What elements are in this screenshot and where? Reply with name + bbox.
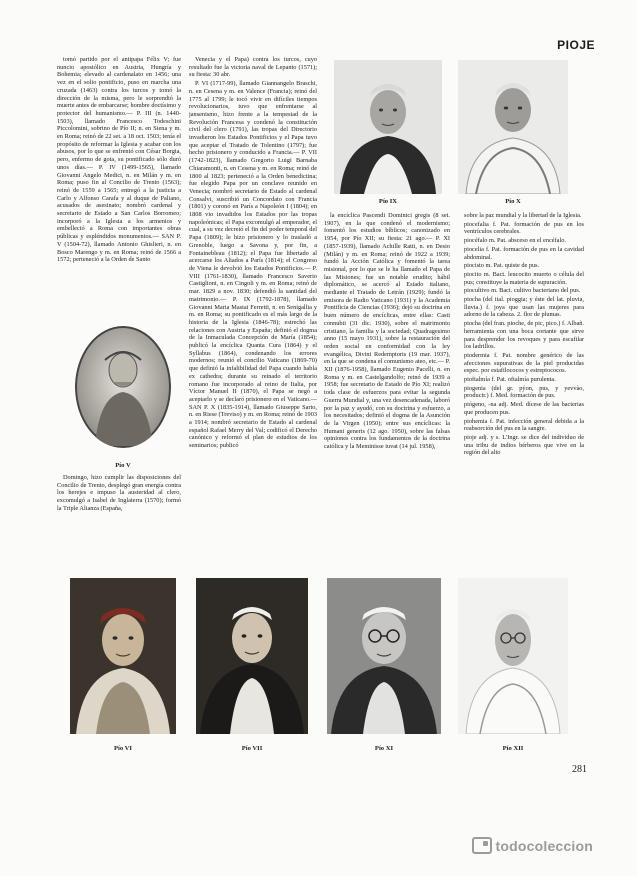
engraving-illustration: [75, 326, 171, 448]
paragraph: tomó partido por el antipapa Félix V; fue nuncio apostólico en Austria, Hungría y Bohemia; elevado al cardenalato en 1456; una vez en el solio pontificio, puso en marcha una cruzada (1463) contra los turcos y tomó la dirección de la misma, pero le sorprendió la muerte antes de embarcarse; hombre doctísimo y protector del humanismo.— P. III (n. 1440-1503), llamado Francesco Todeschini Piccolomini, sobrino de Pío II; n. en Siena y m. en Roma; reinó de 22 set. a 18 oct. 1503; tenía el propósito de reformar la Iglesia y acabar con los abusos, por lo que se enfrentó con César Borgia, pero, enfermo de gota, su pontificado sólo duró unos días.— P. IV (1499-1565), llamado Giovanni Angelo Medici, n. en Milán y m. en Roma; puso fin al Concilio de Trento (1563); reinó de 1559 a 1565; entregó a la justicia a Carlo y Alfonso Carafa y al duque de Paliano, acusados de asesinato; nombró cardenal y secretario de Estado a San Carlos Borromeo; incorporó a la Iglesia a los armenios y embelleció a Roma con importantes obras públicas y espléndidos monumentos.— SAN P. V (1504-72), llamado Antonio Ghislieri, n. en Bosco Marengo y m. en Roma; reinó de 1566 a 1572; perteneció a la Orden de Santo: [57, 56, 181, 264]
portrait-pio-vi: [70, 578, 176, 734]
photo-illustration: [458, 60, 568, 194]
text-column-3: [324, 212, 450, 538]
text-column-1-top: [57, 56, 181, 318]
photo-illustration: [334, 60, 442, 194]
running-header: PIOJE: [557, 38, 595, 52]
watermark-text: todocoleccion: [495, 837, 593, 854]
dictionary-entry: pioftalmía f. Pat. oftalmía purulenta.: [464, 376, 556, 384]
dictionary-entry: piocha (del fran. pioche, de pic, pico.) f. Albañ. herramienta con una boca cortante que sirve para desprender los revoques y para escafilar los ladrillos.: [464, 320, 584, 351]
painting-illustration: [196, 578, 308, 734]
portrait-pio-vii: [196, 578, 308, 734]
caption-pio-vii: Pío VII: [241, 745, 263, 752]
dictionary-entry: piohemia f. Pat. infección general debida a la reabsorción del pus en la sangre.: [464, 417, 584, 433]
paragraph: P. VI (1717-99), llamado Giannangelo Braschi, n. en Cesena y m. en Valence (Francia); reinó del 1775 al 1799; le tocó vivir en difíciles tiempos revolucionarios, tuvo que enfrentarse al jansenismo, hizo frente a la tempestad de la Revolución Francesa y condenó la constitución civil del clero (1791), las tropas del Directorio invadieron los Estados Pontificios y el Papa tuvo que aceptar el Tratado de Tolentino (1797); fue hecho prisionero y conducido a Francia.— P. VII (1742-1823), llamado Gregorio Luigi Barnaba Chiaramonti, n. en Cesena y m. en Roma; reinó de 1800 al 1823; perteneció a la Orden benedictina; fue elegido Papa por un conclave reunido en Venecia; nombró secretario de Estado al cardenal Consalvi, suscribió un Concordato con Francia (1801) y coronó en París a Napoleón I (1804); en 1808 vio invadidos los Estados por las tropas napoleónicas; el Papa excomulgó al emperador, el cual, a su vez decretó el fin del poder temporal del Papa (1809); le hizo prisionero y lo trasladó a Grenoble, luego a Savona y, por fin, a Fontainebleau (1812); el Papa fue libertado al acercarse los Aliados a París (1814); el Congreso de Viena le devolvió los Estados Pontificios.— P. VIII (1761-1830), llamado Francesco Saverio Castiglioni, n. en Cingoli y m. en Roma; reinó de mar. 1829 a nov. 1830; defendió la santidad del matrimonio.— P. IX (1792-1878), llamado Giovanni Maria Mastai Ferretti, n. en Senigallia y m. en Roma; su pontificado es el más largo de la historia de la Iglesia (1846-78); estrechó las relaciones con Austria y España; definió el dogma de la Inmaculada Concepción de María (1854); publicó la encíclica Quanta Cura (1864) y el Syllabus (1864), condenando los errores modernos; reunió el concilio Vaticano (1869-70) que definió la infalibilidad del Papa cuando habla ex cathedra; durante su reinado el territorio romano fue incorporado al reino de Italia, por Víctor Manuel II (1870), el Papa se negó a aceptarlo y se declaró prisionero en el Vaticano.— SAN P. X (1835-1914), llamado Giuseppe Sarto, n. en Riese (Treviso) y m. en Roma; reinó de 1903 a 1914; nombró secretario de Estado al cardenal español Rafael Merry del Val; codificó el Derecho canónico y reformó el plan de estudios de los seminarios; publicó: [189, 80, 317, 450]
dictionary-entry: piocefalia f. Pat. formación de pus en los ventrículos cerebrales.: [464, 220, 584, 236]
photo-illustration: [327, 578, 441, 734]
paragraph: la encíclica Pascendi Dominici gregis (8 set. 1907), en la que condenó el modernismo; fomentó los estudios bíblicos; canonizado en 1954, por Pío XII; su fiesta: 21 ago.— P. XI (1857-1939), llamado Achille Ratti, n. en Desio (Milán) y m. en Roma; reinó de 1922 a 1939; fundó la Acción Católica y fomentó la tarea misional, por lo que se le ha llamado el Papa de las Misiones; fue un notable erudito; hábil diplomático, se acercó al Estado italiano, mediante el Tratado de Letrán (1929); fundó la emisora de Radio Vaticano (1931) y la Academia Pontificia de Ciencias (1936); dejó su doctrina en buen número de encíclicas, entre ellas: Casti connubii (31 dic. 1930), sobre el matrimonio cristiano, la familia y la sociedad; Quadragesimo anno (15 mayo 1931), sobre la restauración del orden social en conformidad con la ley evangélica, Divini Redemptoris (19 mar. 1937), en la que se condena el comunismo ateo, etc.— P. XII (1876-1958), llamado Eugenio Pacelli, n. en Roma y m. en Castelgandolfo; reinó de 1939 a 1958; fue secretario de Estado de Pío XI; realizó toda clase de esfuerzos para evitar la segunda Guerra Mundial y, una vez desencadenada, laboró por la paz y ayudó, con su doctrina y esfuerzo, a los necesitados; definió el dogma de la Asunción de la Virgen (1950); entre sus encíclicas: la Humani generis (12 ago. 1950), sobre las falsas opiniones contra los fundamentos de la doctrina católica y la Meminisse iuvat (14 jul. 1958),: [324, 212, 450, 451]
painting-illustration: [70, 578, 176, 734]
portrait-pio-xi: [327, 578, 441, 734]
photo-illustration: [458, 578, 568, 734]
dictionary-entry: piocito m. Bact. leucocito muerto o célula del pus; constituye la materia de supuración.: [464, 270, 584, 286]
portrait-pio-v: [75, 326, 171, 448]
caption-pio-vi: Pío VI: [113, 745, 132, 752]
text-column-2: [189, 56, 317, 536]
page-number: 281: [572, 764, 587, 775]
caption-pio-xii: Pío XII: [502, 745, 524, 752]
portrait-pio-ix: [334, 60, 442, 194]
portrait-pio-x: [458, 60, 568, 194]
paragraph: Domingo, hizo cumplir las disposiciones del Concilio de Trento, desplegó gran energía contra los herejes e impuso la austeridad al clero, excomulgó a Isabel de Inglaterra (1570); formó la Triple Alianza (España,: [57, 474, 181, 512]
dictionary-entry: piocéfalo m. Pat. absceso en el encéfalo.: [464, 237, 566, 245]
dictionary-entry: piocha (del ital. pioggia; y éste del lat. pluvia, lluvia.) f. joya que usan las mujeres para adorno de la cabeza. 2. flor de plumas.: [464, 296, 584, 319]
dictionary-entry: piocelia f. Pat. formación de pus en la cavidad abdominal.: [464, 245, 584, 261]
watermark: [472, 837, 594, 854]
caption-pio-xi: Pío XI: [374, 745, 394, 752]
dictionary-entry: pioje adj. y s. L'Ingr. se dice del individuo de una tribu de indios bérberos que vive en la región del alto: [464, 433, 584, 457]
dictionary-entry: sobre la paz mundial y la libertad de la Iglesia.: [464, 212, 582, 219]
caption-pio-v: Pío V: [115, 462, 131, 469]
text-column-4: [458, 212, 584, 538]
text-column-1-bottom: [57, 474, 181, 536]
paragraph: Venecia y el Papa) contra los turcos, cuyo resultado fue la victoria naval de Lepanto (1571); su fiesta: 30 abr.: [189, 56, 317, 79]
caption-pio-ix: Pío IX: [378, 198, 398, 205]
dictionary-entry: piogenia (del gr. pýon, pus, y yevvào, producir.) f. Med. formación de pus.: [464, 384, 584, 400]
watermark-logo-icon: [472, 837, 492, 854]
dictionary-entry: piógeno, -na adj. Med. dícese de las bacterias que producen pus.: [464, 401, 584, 416]
portrait-pio-xii: [458, 578, 568, 734]
dictionary-entry: piodermia f. Pat. nombre genérico de las afecciones supurativas de la piel producidas espec. por estafilococos y estreptococos.: [464, 351, 584, 375]
dictionary-entry: piocisto m. Pat. quiste de pus.: [464, 262, 540, 270]
caption-pio-x: Pío X: [505, 198, 521, 205]
dictionary-entry: piocultivo m. Bact. cultivo bacteriano del pus.: [464, 287, 581, 295]
